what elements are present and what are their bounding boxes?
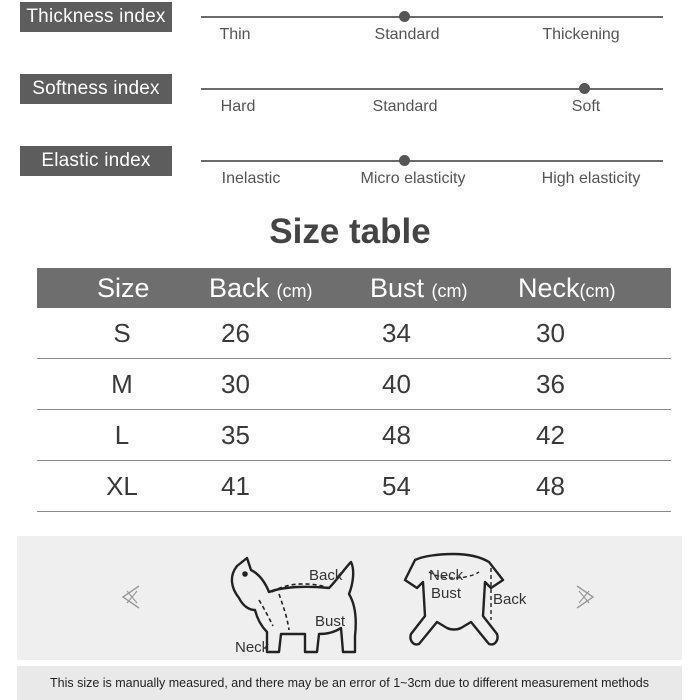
coat-measurement-diagram <box>379 550 539 650</box>
cell-bust: 40 <box>382 369 411 399</box>
cell-size: XL <box>106 471 138 501</box>
size-table-header <box>37 268 671 308</box>
cell-bust: 48 <box>382 420 411 450</box>
cell-size: S <box>113 318 131 348</box>
dog-measurement-diagram <box>217 548 377 658</box>
cell-neck: 30 <box>536 318 565 348</box>
dog-bust-label-inline: Bust <box>315 613 346 630</box>
softness-index-row <box>0 72 700 132</box>
size-table <box>37 268 671 512</box>
cell-bust: 54 <box>382 471 411 501</box>
table-row <box>37 308 671 359</box>
thickness-index-marker <box>399 11 410 22</box>
thickness-index-scale <box>201 16 663 18</box>
thickness-option-thickening: Thickening <box>542 26 620 43</box>
header-back: Back (cm) <box>209 273 313 303</box>
chevron-right-icon[interactable] <box>569 582 599 612</box>
elastic-option-micro: Micro elasticity <box>360 170 466 187</box>
dog-back-label: Back <box>309 567 343 584</box>
cell-back: 26 <box>221 318 250 348</box>
header-neck-unit: (cm) <box>579 281 616 301</box>
elastic-index-row <box>0 144 700 204</box>
header-back-unit: (cm) <box>276 281 313 301</box>
elastic-option-high: High elasticity <box>541 170 641 187</box>
coat-back-label: Back <box>493 591 527 608</box>
cell-size: M <box>111 369 133 399</box>
table-row <box>37 359 671 410</box>
thickness-option-thin: Thin <box>219 26 251 43</box>
elastic-index-label: Elastic index <box>20 146 172 176</box>
softness-option-standard: Standard <box>372 98 438 115</box>
elastic-index-scale <box>201 160 663 162</box>
cell-neck: 36 <box>536 369 565 399</box>
dog-neck-label: Neck <box>235 639 270 656</box>
cell-neck: 48 <box>536 471 565 501</box>
header-bust-unit: (cm) <box>431 281 468 301</box>
softness-index-marker <box>579 83 590 94</box>
softness-option-soft: Soft <box>571 98 601 115</box>
cell-bust: 34 <box>382 318 411 348</box>
coat-neck-label: Neck <box>429 567 464 584</box>
size-table-title: Size table <box>269 212 431 251</box>
table-row <box>37 461 671 512</box>
measurement-note: This size is manually measured, and there may be an error of 1~3cm due to different measurement methods <box>17 666 682 700</box>
cell-back: 35 <box>221 420 250 450</box>
elastic-option-inelastic: Inelastic <box>221 170 281 187</box>
cell-back: 41 <box>221 471 250 501</box>
measurement-diagram-panel <box>17 536 682 660</box>
cell-back: 30 <box>221 369 250 399</box>
softness-index-scale <box>201 88 663 90</box>
elastic-index-marker <box>399 155 410 166</box>
cell-size: L <box>114 420 130 450</box>
thickness-index-label: Thickness index <box>20 2 172 32</box>
header-size: Size <box>97 273 150 303</box>
header-bust: Bust (cm) <box>370 273 468 303</box>
cell-neck: 42 <box>536 420 565 450</box>
table-row <box>37 410 671 461</box>
thickness-option-standard: Standard <box>374 26 440 43</box>
thickness-index-row <box>0 0 700 60</box>
coat-bust-label: Bust <box>431 585 462 602</box>
header-neck: Neck(cm) <box>518 273 616 303</box>
softness-option-hard: Hard <box>220 98 256 115</box>
chevron-left-icon[interactable] <box>117 582 147 612</box>
softness-index-label: Softness index <box>20 74 172 104</box>
